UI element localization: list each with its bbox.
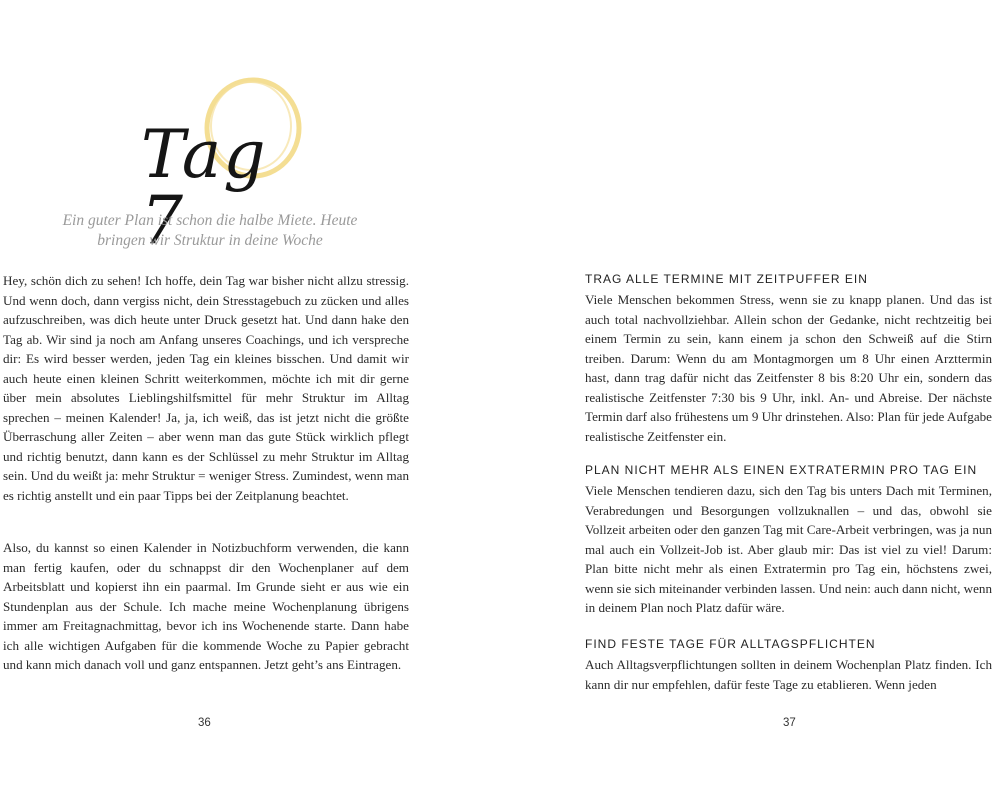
- section-heading: TRAG ALLE TERMINE MIT ZEITPUFFER EIN: [585, 272, 868, 286]
- section-text: Auch Alltagsverpflichtungen sollten in deinem Wochenplan Platz finden. Ich kann dir nur empfehlen, dafür feste Tage zu etablieren. Wenn jeden: [585, 657, 992, 692]
- tip-section: [585, 270, 992, 446]
- section-text: Viele Menschen bekommen Stress, wenn sie zu knapp planen. Und das ist auch total nachvollziehbar. Allein schon der Gedanke, nicht rechtzeitig bei einem Termin zu sein, kann einem ja schon den Schweiß auf die Stirn treiben. Darum: Wenn du am Montagmorgen um 8 Uhr einen Arzttermin hast, dann trag dafür nicht das Zeitfenster 8 bis 8:20 Uhr ein, sondern das realistische Zeitfenster 7:30 bis 9 Uhr, inkl. An- und Abreise. Der nächste Termin darf also frühestens um 9 Uhr drinstehen. Also: Plan für jede Aufgabe realistische Zeitfenster ein.: [585, 292, 992, 444]
- tip-section: [585, 635, 992, 694]
- subtitle-line-1: Ein guter Plan ist schon die halbe Miete. Heute: [62, 212, 358, 229]
- section-heading: FIND FESTE TAGE FÜR ALLTAGSPFLICHTEN: [585, 637, 876, 651]
- chapter-title: Tag 7: [141, 116, 268, 259]
- chapter-subtitle: [20, 211, 400, 251]
- section-heading: PLAN NICHT MEHR ALS EINEN EXTRATERMIN PRO TAG EIN: [585, 463, 978, 477]
- section-text: Viele Menschen tendieren dazu, sich den Tag bis unters Dach mit Terminen, Verabredungen und Besorgungen vollzuknallen – und das, obwohl sie Vollzeit arbeiten oder den ganzen Tag mit Care-Arbeit verbringen, was ja nun mal auch ein Vollzeit-Job ist. Aber glaub mir: Das ist viel zu viel! Darum: Plan bitte nicht mehr als einen Extratermin pro Tag ein, höchstens zwei, wenn sie sich miteinander verbinden lassen. Und nein: auch dann nicht, wenn in deinem Plan noch Platz dafür wäre.: [585, 483, 992, 615]
- page-number: 37: [783, 717, 796, 729]
- subtitle-line-2: bringen wir Struktur in deine Woche: [97, 232, 323, 249]
- body-paragraph: Hey, schön dich zu sehen! Ich hoffe, dein Tag war bisher nicht allzu stressig. Und wenn doch, dann vergiss nicht, dein Stresstagebuch zu zücken und alles aufzuschreiben, was dich heute unter Druck gesetzt hat. Und dann hake den Tag ab. Wir sind ja noch am Anfang unseres Coachings, und ich verspreche dir: Es wird besser werden, jeden Tag ein kleines bisschen. Und damit wir auch heute einen kleinen Schritt weiterkommen, möchte ich mit dir gerne über mein absolutes Lieblingshilfsmittel für mehr Struktur im Alltag sprechen – meinen Kalender! Ja, ja, ich weiß, das ist jetzt nicht die größte Überraschung aller Zeiten – aber wenn man das gute Stück wirklich pflegt und richtig benutzt, dann kann es der Schlüssel zu mehr Struktur im Alltag sein. Und du weißt ja: mehr Struktur = weniger Stress. Zumindest, wenn man es richtig anstellt und ein paar Tipps bei der Zeitplanung beachtet.: [3, 273, 409, 503]
- body-paragraph: Also, du kannst so einen Kalender in Notizbuchform verwenden, die kann man fertig kaufen, oder du schnappst dir den Wochenplaner auf dem Arbeitsblatt und kopierst ihn ein paarmal. Im Grunde sieht er aus wie ein Stundenplan aus der Schule. Ich mache meine Wochenplanung übrigens immer am Freitagnachmittag, bevor ich ins Wochenende starte. Dann habe ich alle wichtigen Aufgaben für die kommende Woche zu Papier gebracht und kann mich danach voll und ganz entspannen. Jetzt geht’s ans Eintragen.: [3, 540, 409, 672]
- page-number: 36: [198, 717, 211, 729]
- tip-section: [585, 461, 992, 618]
- right-page: [500, 0, 1000, 800]
